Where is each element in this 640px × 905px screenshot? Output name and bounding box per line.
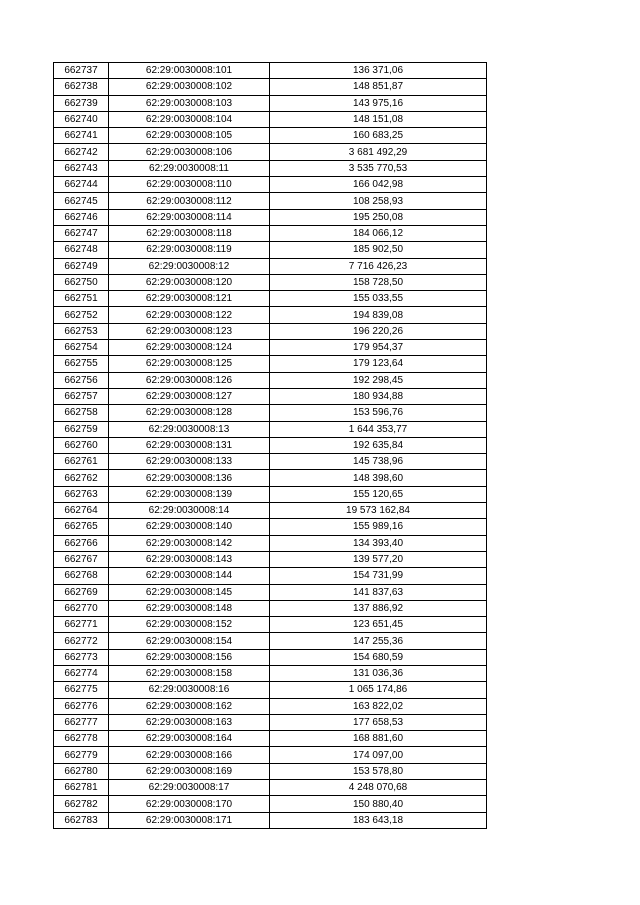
row-number-cell: 662759 — [54, 421, 109, 437]
cadastral-number-cell: 62:29:0030008:119 — [109, 242, 270, 258]
value-cell: 168 881,60 — [270, 731, 487, 747]
table-row — [54, 160, 487, 176]
table-row — [54, 731, 487, 747]
value-cell: 160 683,25 — [270, 128, 487, 144]
table-body — [54, 63, 487, 829]
row-number-cell: 662778 — [54, 731, 109, 747]
value-cell: 1 644 353,77 — [270, 421, 487, 437]
table-row — [54, 405, 487, 421]
table-row — [54, 617, 487, 633]
cadastral-number-cell: 62:29:0030008:144 — [109, 568, 270, 584]
value-cell: 150 880,40 — [270, 796, 487, 812]
row-number-cell: 662749 — [54, 258, 109, 274]
row-number-cell: 662764 — [54, 503, 109, 519]
row-number-cell: 662781 — [54, 780, 109, 796]
cadastral-number-cell: 62:29:0030008:14 — [109, 503, 270, 519]
table-row — [54, 470, 487, 486]
value-cell: 154 731,99 — [270, 568, 487, 584]
value-cell: 166 042,98 — [270, 177, 487, 193]
cadastral-number-cell: 62:29:0030008:125 — [109, 356, 270, 372]
row-number-cell: 662737 — [54, 63, 109, 79]
table-row — [54, 242, 487, 258]
row-number-cell: 662747 — [54, 225, 109, 241]
table-row — [54, 747, 487, 763]
row-number-cell: 662740 — [54, 111, 109, 127]
cadastral-number-cell: 62:29:0030008:148 — [109, 600, 270, 616]
cadastral-number-cell: 62:29:0030008:110 — [109, 177, 270, 193]
cadastral-number-cell: 62:29:0030008:152 — [109, 617, 270, 633]
row-number-cell: 662757 — [54, 388, 109, 404]
cadastral-number-cell: 62:29:0030008:105 — [109, 128, 270, 144]
row-number-cell: 662782 — [54, 796, 109, 812]
cadastral-number-cell: 62:29:0030008:120 — [109, 274, 270, 290]
value-cell: 108 258,93 — [270, 193, 487, 209]
table-row — [54, 209, 487, 225]
value-cell: 137 886,92 — [270, 600, 487, 616]
cadastral-number-cell: 62:29:0030008:124 — [109, 340, 270, 356]
cadastral-number-cell: 62:29:0030008:118 — [109, 225, 270, 241]
cadastral-number-cell: 62:29:0030008:166 — [109, 747, 270, 763]
cadastral-number-cell: 62:29:0030008:122 — [109, 307, 270, 323]
cadastral-number-cell: 62:29:0030008:154 — [109, 633, 270, 649]
row-number-cell: 662745 — [54, 193, 109, 209]
cadastral-number-cell: 62:29:0030008:114 — [109, 209, 270, 225]
row-number-cell: 662777 — [54, 714, 109, 730]
cadastral-number-cell: 62:29:0030008:163 — [109, 714, 270, 730]
table-row — [54, 388, 487, 404]
value-cell: 131 036,36 — [270, 665, 487, 681]
cadastral-number-cell: 62:29:0030008:139 — [109, 486, 270, 502]
value-cell: 155 120,65 — [270, 486, 487, 502]
cadastral-number-cell: 62:29:0030008:17 — [109, 780, 270, 796]
table-row — [54, 649, 487, 665]
table-row — [54, 812, 487, 828]
value-cell: 196 220,26 — [270, 323, 487, 339]
cadastral-number-cell: 62:29:0030008:128 — [109, 405, 270, 421]
row-number-cell: 662742 — [54, 144, 109, 160]
value-cell: 163 822,02 — [270, 698, 487, 714]
table-row — [54, 79, 487, 95]
row-number-cell: 662771 — [54, 617, 109, 633]
table-row — [54, 177, 487, 193]
value-cell: 148 398,60 — [270, 470, 487, 486]
cadastral-number-cell: 62:29:0030008:126 — [109, 372, 270, 388]
row-number-cell: 662756 — [54, 372, 109, 388]
table-row — [54, 600, 487, 616]
row-number-cell: 662763 — [54, 486, 109, 502]
row-number-cell: 662744 — [54, 177, 109, 193]
table-row — [54, 193, 487, 209]
row-number-cell: 662739 — [54, 95, 109, 111]
row-number-cell: 662765 — [54, 519, 109, 535]
cadastral-number-cell: 62:29:0030008:136 — [109, 470, 270, 486]
value-cell: 184 066,12 — [270, 225, 487, 241]
table-row — [54, 95, 487, 111]
cadastral-number-cell: 62:29:0030008:127 — [109, 388, 270, 404]
row-number-cell: 662779 — [54, 747, 109, 763]
row-number-cell: 662748 — [54, 242, 109, 258]
value-cell: 180 934,88 — [270, 388, 487, 404]
cadastral-number-cell: 62:29:0030008:171 — [109, 812, 270, 828]
row-number-cell: 662768 — [54, 568, 109, 584]
table-row — [54, 340, 487, 356]
cadastral-number-cell: 62:29:0030008:145 — [109, 584, 270, 600]
cadastral-number-cell: 62:29:0030008:131 — [109, 437, 270, 453]
row-number-cell: 662753 — [54, 323, 109, 339]
row-number-cell: 662776 — [54, 698, 109, 714]
value-cell: 155 033,55 — [270, 291, 487, 307]
table-row — [54, 258, 487, 274]
data-table — [53, 62, 487, 829]
cadastral-number-cell: 62:29:0030008:164 — [109, 731, 270, 747]
table-row — [54, 323, 487, 339]
table-row — [54, 128, 487, 144]
value-cell: 153 578,80 — [270, 763, 487, 779]
cadastral-number-cell: 62:29:0030008:142 — [109, 535, 270, 551]
cadastral-number-cell: 62:29:0030008:133 — [109, 454, 270, 470]
value-cell: 139 577,20 — [270, 551, 487, 567]
row-number-cell: 662767 — [54, 551, 109, 567]
cadastral-number-cell: 62:29:0030008:156 — [109, 649, 270, 665]
table-row — [54, 144, 487, 160]
table-row — [54, 698, 487, 714]
value-cell: 194 839,08 — [270, 307, 487, 323]
cadastral-number-cell: 62:29:0030008:169 — [109, 763, 270, 779]
table-row — [54, 421, 487, 437]
value-cell: 179 123,64 — [270, 356, 487, 372]
cadastral-number-cell: 62:29:0030008:162 — [109, 698, 270, 714]
cadastral-number-cell: 62:29:0030008:12 — [109, 258, 270, 274]
row-number-cell: 662761 — [54, 454, 109, 470]
value-cell: 153 596,76 — [270, 405, 487, 421]
row-number-cell: 662750 — [54, 274, 109, 290]
row-number-cell: 662775 — [54, 682, 109, 698]
value-cell: 192 298,45 — [270, 372, 487, 388]
value-cell: 183 643,18 — [270, 812, 487, 828]
row-number-cell: 662780 — [54, 763, 109, 779]
row-number-cell: 662773 — [54, 649, 109, 665]
row-number-cell: 662774 — [54, 665, 109, 681]
table-row — [54, 372, 487, 388]
table-row — [54, 796, 487, 812]
value-cell: 185 902,50 — [270, 242, 487, 258]
value-cell: 141 837,63 — [270, 584, 487, 600]
cadastral-number-cell: 62:29:0030008:170 — [109, 796, 270, 812]
value-cell: 147 255,36 — [270, 633, 487, 649]
value-cell: 145 738,96 — [270, 454, 487, 470]
row-number-cell: 662746 — [54, 209, 109, 225]
value-cell: 158 728,50 — [270, 274, 487, 290]
row-number-cell: 662769 — [54, 584, 109, 600]
value-cell: 3 535 770,53 — [270, 160, 487, 176]
value-cell: 195 250,08 — [270, 209, 487, 225]
row-number-cell: 662766 — [54, 535, 109, 551]
table-row — [54, 225, 487, 241]
value-cell: 7 716 426,23 — [270, 258, 487, 274]
row-number-cell: 662770 — [54, 600, 109, 616]
value-cell: 3 681 492,29 — [270, 144, 487, 160]
row-number-cell: 662783 — [54, 812, 109, 828]
table-row — [54, 356, 487, 372]
table-row — [54, 665, 487, 681]
table-row — [54, 584, 487, 600]
row-number-cell: 662743 — [54, 160, 109, 176]
cadastral-number-cell: 62:29:0030008:121 — [109, 291, 270, 307]
table-row — [54, 503, 487, 519]
cadastral-number-cell: 62:29:0030008:11 — [109, 160, 270, 176]
value-cell: 143 975,16 — [270, 95, 487, 111]
cadastral-number-cell: 62:29:0030008:143 — [109, 551, 270, 567]
value-cell: 192 635,84 — [270, 437, 487, 453]
cadastral-number-cell: 62:29:0030008:101 — [109, 63, 270, 79]
cadastral-number-cell: 62:29:0030008:158 — [109, 665, 270, 681]
value-cell: 174 097,00 — [270, 747, 487, 763]
table-row — [54, 714, 487, 730]
value-cell: 148 851,87 — [270, 79, 487, 95]
value-cell: 136 371,06 — [270, 63, 487, 79]
table-row — [54, 763, 487, 779]
table-row — [54, 274, 487, 290]
value-cell: 19 573 162,84 — [270, 503, 487, 519]
row-number-cell: 662762 — [54, 470, 109, 486]
row-number-cell: 662752 — [54, 307, 109, 323]
value-cell: 4 248 070,68 — [270, 780, 487, 796]
table-row — [54, 111, 487, 127]
value-cell: 177 658,53 — [270, 714, 487, 730]
table-row — [54, 682, 487, 698]
table-row — [54, 780, 487, 796]
row-number-cell: 662751 — [54, 291, 109, 307]
table-row — [54, 454, 487, 470]
row-number-cell: 662741 — [54, 128, 109, 144]
row-number-cell: 662754 — [54, 340, 109, 356]
value-cell: 155 989,16 — [270, 519, 487, 535]
cadastral-number-cell: 62:29:0030008:103 — [109, 95, 270, 111]
row-number-cell: 662755 — [54, 356, 109, 372]
value-cell: 154 680,59 — [270, 649, 487, 665]
table-row — [54, 535, 487, 551]
table-row — [54, 568, 487, 584]
value-cell: 1 065 174,86 — [270, 682, 487, 698]
table-row — [54, 63, 487, 79]
row-number-cell: 662760 — [54, 437, 109, 453]
value-cell: 123 651,45 — [270, 617, 487, 633]
value-cell: 148 151,08 — [270, 111, 487, 127]
table-row — [54, 437, 487, 453]
cadastral-number-cell: 62:29:0030008:16 — [109, 682, 270, 698]
cadastral-number-cell: 62:29:0030008:104 — [109, 111, 270, 127]
table-row — [54, 307, 487, 323]
table-row — [54, 291, 487, 307]
cadastral-number-cell: 62:29:0030008:140 — [109, 519, 270, 535]
table-row — [54, 519, 487, 535]
table-row — [54, 551, 487, 567]
cadastral-number-cell: 62:29:0030008:106 — [109, 144, 270, 160]
table-row — [54, 486, 487, 502]
row-number-cell: 662758 — [54, 405, 109, 421]
cadastral-number-cell: 62:29:0030008:112 — [109, 193, 270, 209]
table-row — [54, 633, 487, 649]
cadastral-number-cell: 62:29:0030008:102 — [109, 79, 270, 95]
cadastral-number-cell: 62:29:0030008:13 — [109, 421, 270, 437]
cadastral-number-cell: 62:29:0030008:123 — [109, 323, 270, 339]
row-number-cell: 662738 — [54, 79, 109, 95]
value-cell: 134 393,40 — [270, 535, 487, 551]
row-number-cell: 662772 — [54, 633, 109, 649]
value-cell: 179 954,37 — [270, 340, 487, 356]
